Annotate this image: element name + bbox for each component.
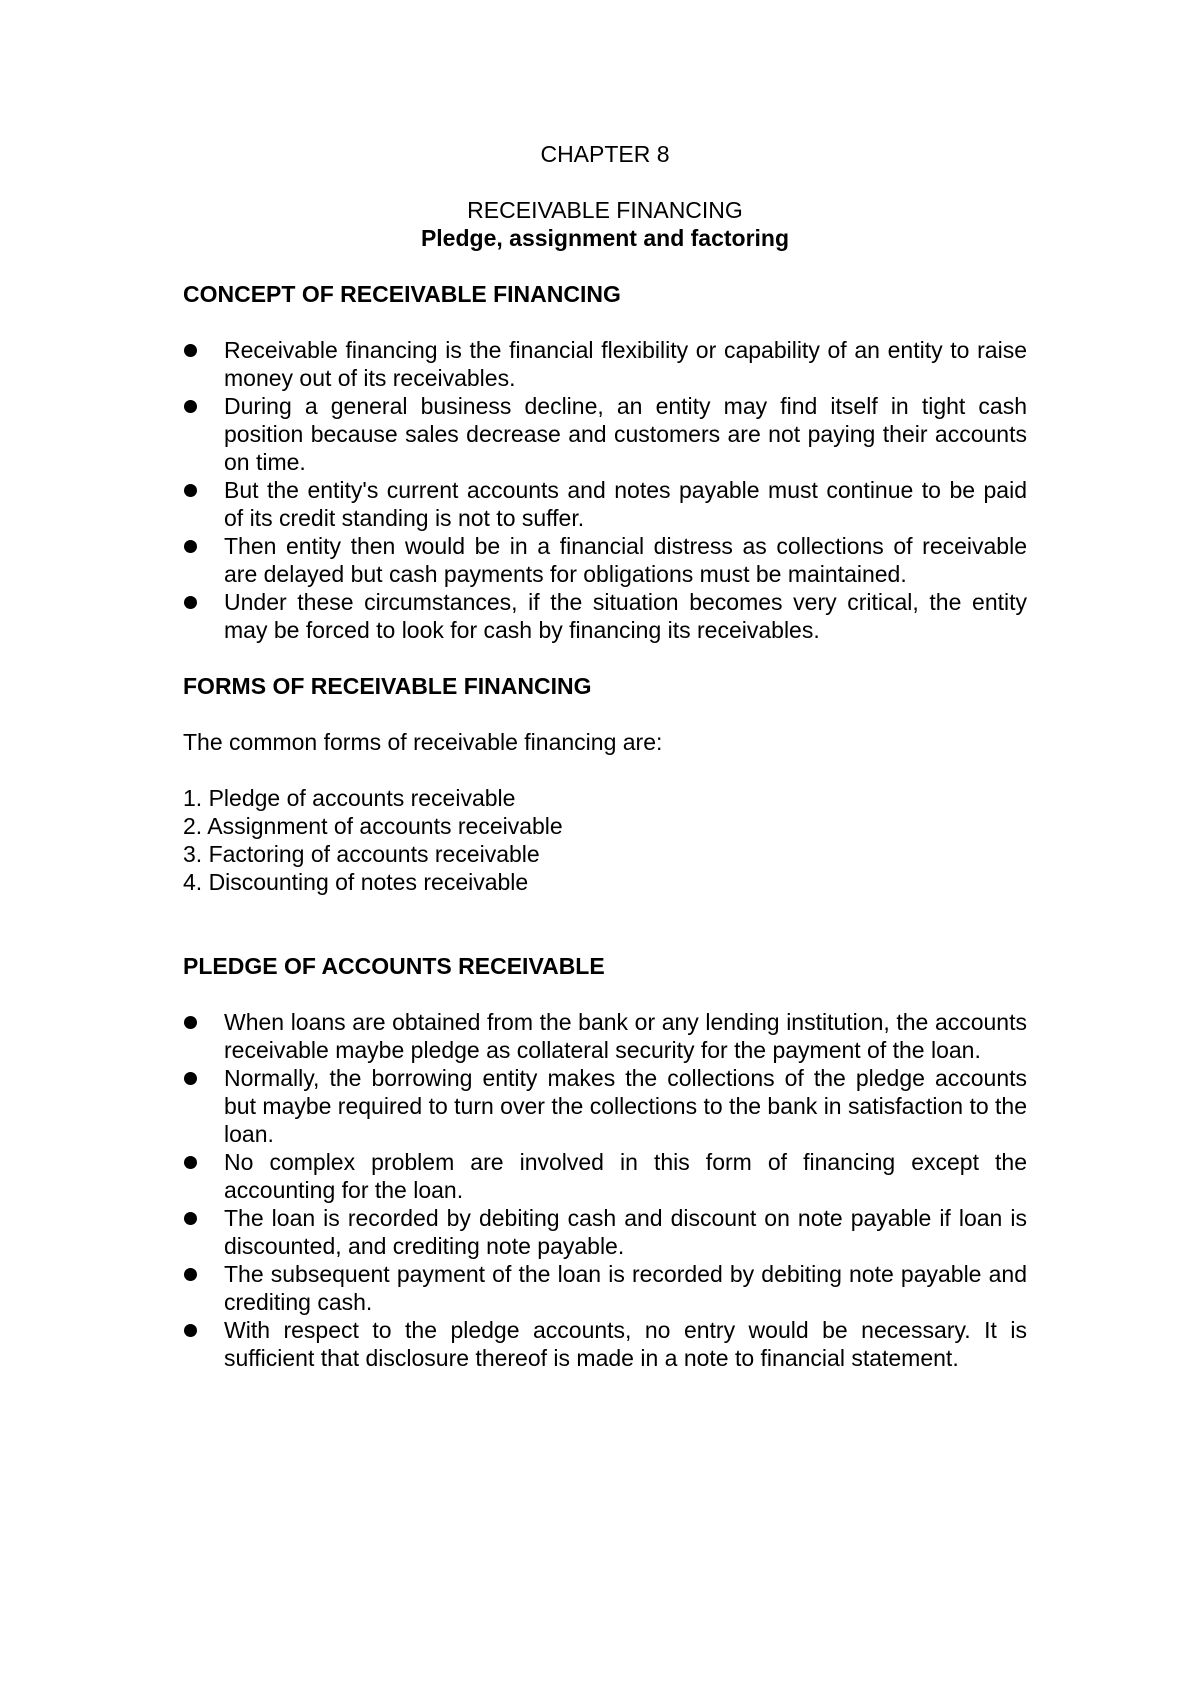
list-item — [183, 1316, 1027, 1372]
list-item: 3. Factoring of accounts receivable — [183, 841, 540, 867]
section-forms — [183, 672, 1027, 896]
bullet-icon — [184, 596, 197, 609]
list-item — [183, 1008, 1027, 1064]
list-item — [183, 1064, 1027, 1148]
list-item — [183, 392, 1027, 476]
bullet-icon — [184, 540, 197, 553]
bullet-icon — [184, 344, 197, 357]
forms-intro: The common forms of receivable financing are: — [183, 729, 663, 755]
document-page — [183, 140, 1027, 1372]
list-item — [183, 532, 1027, 588]
list-item-text: No complex problem are involved in this form of financing except the accounting for the loan. — [224, 1149, 1027, 1203]
list-item — [183, 476, 1027, 532]
list-item: 4. Discounting of notes receivable — [183, 869, 529, 895]
section-heading-forms: FORMS OF RECEIVABLE FINANCING — [183, 673, 592, 699]
chapter-title: RECEIVABLE FINANCING — [467, 197, 743, 223]
list-item-text: The subsequent payment of the loan is recorded by debiting note payable and crediting cash. — [224, 1261, 1027, 1315]
bullet-icon — [184, 1212, 197, 1225]
section-heading-pledge: PLEDGE OF ACCOUNTS RECEIVABLE — [183, 953, 605, 979]
list-item — [183, 588, 1027, 644]
list-item: 1. Pledge of accounts receivable — [183, 785, 516, 811]
bullet-icon — [184, 1156, 197, 1169]
list-item: 2. Assignment of accounts receivable — [183, 813, 563, 839]
list-item-text: Normally, the borrowing entity makes the collections of the pledge accounts but maybe required to turn over the collections to the bank in satisfaction to the loan. — [224, 1065, 1027, 1147]
list-item-text: With respect to the pledge accounts, no entry would be necessary. It is sufficient that disclosure thereof is made in a note to financial statement. — [224, 1317, 1027, 1371]
bullet-icon — [184, 484, 197, 497]
forms-numbered-list — [183, 784, 1027, 896]
list-item-text: Receivable financing is the financial flexibility or capability of an entity to raise money out of its receivables. — [224, 337, 1027, 391]
list-item — [183, 1260, 1027, 1316]
chapter-subtitle: Pledge, assignment and factoring — [420, 225, 790, 251]
list-item-text: The loan is recorded by debiting cash and discount on note payable if loan is discounted, and crediting note payable. — [224, 1205, 1027, 1259]
section-heading-concept: CONCEPT OF RECEIVABLE FINANCING — [183, 281, 621, 307]
bullet-icon — [184, 1324, 197, 1337]
section-concept — [183, 280, 1027, 644]
bullet-icon — [184, 1016, 197, 1029]
list-item — [183, 1204, 1027, 1260]
pledge-bullet-list — [183, 1008, 1027, 1372]
document-header — [183, 140, 1027, 252]
bullet-icon — [184, 1072, 197, 1085]
list-item — [183, 1148, 1027, 1204]
section-pledge — [183, 952, 1027, 1372]
bullet-icon — [184, 1268, 197, 1281]
list-item — [183, 336, 1027, 392]
list-item-text: Then entity then would be in a financial distress as collections of receivable are delayed but cash payments for obligations must be maintained. — [224, 533, 1027, 587]
concept-bullet-list — [183, 336, 1027, 644]
list-item-text: During a general business decline, an entity may find itself in tight cash position because sales decrease and customers are not paying their accounts on time. — [224, 393, 1027, 475]
list-item-text: Under these circumstances, if the situation becomes very critical, the entity may be forced to look for cash by financing its receivables. — [224, 589, 1027, 643]
list-item-text: But the entity's current accounts and notes payable must continue to be paid of its credit standing is not to suffer. — [224, 477, 1027, 531]
list-item-text: When loans are obtained from the bank or any lending institution, the accounts receivable maybe pledge as collateral security for the payment of the loan. — [224, 1009, 1027, 1063]
bullet-icon — [184, 400, 197, 413]
chapter-number: CHAPTER 8 — [540, 141, 670, 167]
